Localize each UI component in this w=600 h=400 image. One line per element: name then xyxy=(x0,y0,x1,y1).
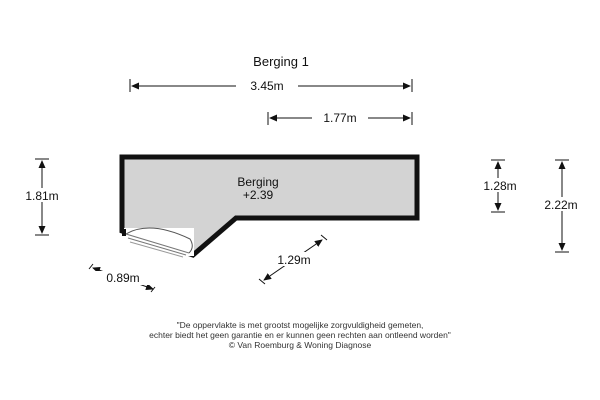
dimension-outer-right-height xyxy=(533,160,591,252)
plan-title: Berging 1 xyxy=(253,54,309,69)
room-level: +2.39 xyxy=(242,188,274,202)
dimension-bottom-diagonal xyxy=(259,235,327,284)
dimension-partial-width xyxy=(268,110,412,125)
dimension-left-height-label: 1.81m xyxy=(25,189,59,203)
dimension-partial-width-label: 1.77m xyxy=(323,111,357,125)
disclaimer-line-1: "De oppervlakte is met grootst mogelijke zorgvuldigheid gemeten, xyxy=(176,320,424,330)
copyright: © Van Roemburg & Woning Diagnose xyxy=(228,340,372,350)
dimension-total-width xyxy=(130,78,412,93)
dimension-left-height xyxy=(14,159,70,235)
disclaimer xyxy=(0,320,600,350)
dimension-door-width-label: 0.89m xyxy=(106,271,140,285)
disclaimer-line-2: echter biedt het geen garantie en er kunnen geen rechten aan ontleend worden" xyxy=(149,330,451,340)
dimension-door-width xyxy=(89,264,155,292)
dimension-inner-right-height-label: 1.28m xyxy=(483,179,517,193)
door-swing xyxy=(124,228,194,257)
dimension-total-width-label: 3.45m xyxy=(250,79,284,93)
dimension-inner-right-height xyxy=(472,160,528,212)
dimension-bottom-diagonal-label: 1.29m xyxy=(277,253,311,267)
room-name: Berging xyxy=(237,175,279,189)
dimension-outer-right-height-label: 2.22m xyxy=(544,198,578,212)
